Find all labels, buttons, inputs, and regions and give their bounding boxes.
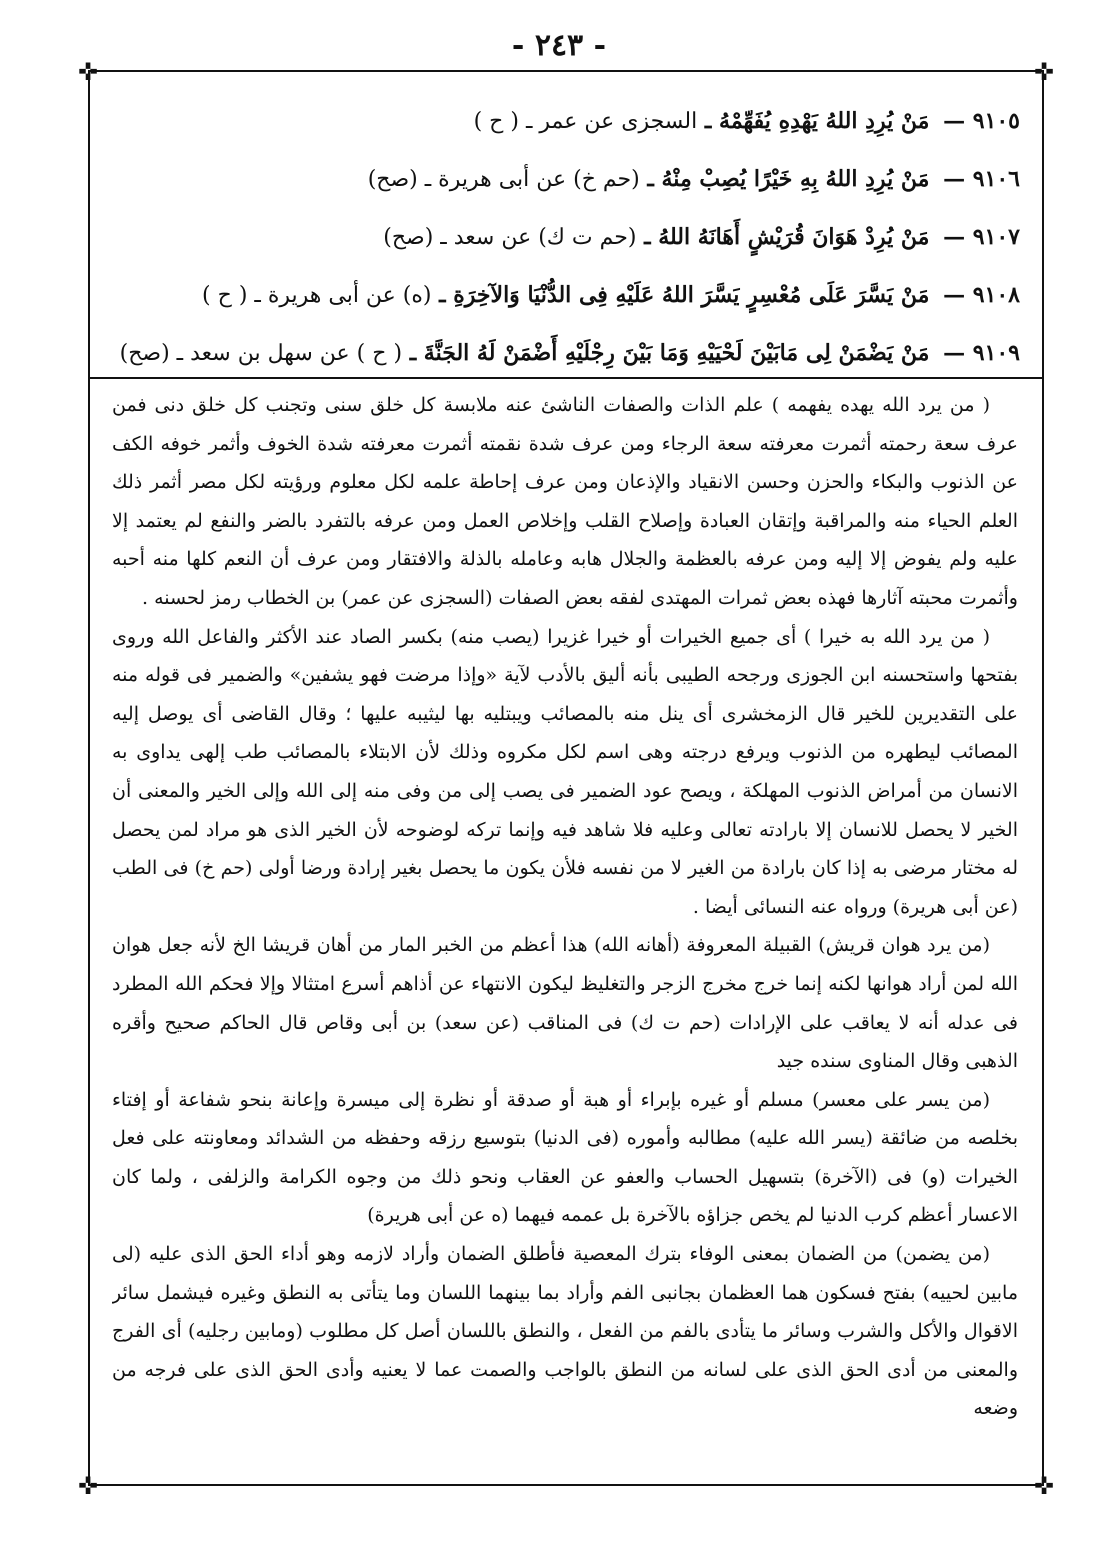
hadith-source: السجزى عن عمر ـ ( ح ) [473,109,698,134]
hadith-number: ٩١٠٧ — [943,224,1020,250]
hadith-text: مَنْ يَسَّرَ عَلَى مُعْسِرٍ يَسَّرَ اللهُ عَلَيْهِ فِى الدُّنْيَا وَالآخِرَةِ ـ [439,282,930,308]
hadith-entry [108,208,1020,266]
hadith-text: مَنْ يَضْمَنْ لِى مَابَيْنَ لَحْيَيْهِ وَمَا بَيْنَ رِجْلَيْهِ أَضْمَنْ لَهُ الجَنَّةَ ـ [409,340,930,366]
hadith-number: ٩١٠٩ — [943,340,1020,366]
hadith-entry [108,92,1020,150]
hadith-text: مَنْ يُرِدِ اللهُ يَهْدِهِ يُفَهِّمْهُ ـ [704,108,930,134]
commentary-paragraph: ( من يرد الله به خيرا ) أى جميع الخيرات أو خيرا غزيرا (يصب منه) بكسر الصاد عند الأكثر والفاعل الله وروى بفتحها واستحسنه ابن الجوزى ورجحه الطيبى بأنه أليق بالأدب لآية «وإذا مرضت فهو يشفين» والضمير فى قوله منه على التقديرين للخير قال الزمخشرى أى ينل منه بالمصائب ويبتليه بها ليثيبه عليها ؛ وقال القاضى أى يوصل إليه المصائب ليطهره من الذنوب ويرفع درجته وهى اسم لكل مكروه وذلك لأن الابتلاء بالمصائب طب إلهى يداوى به الانسان من أمراض الذنوب المهلكة ، ويصح عود الضمير فى يصب إلى من وفى منه إلى الله وإلى الخير والمعنى أن الخير لا يحصل للانسان إلا بارادته تعالى وعليه فلا شاهد فيه وإنما تركه لوضوحه لأن الخير الذى هو مراد لمن يحصل له مختار مرضى به إذا كان بارادة من الغير لا من نفسه فلأن يكون ما يحصل بغير إرادة ورضا أولى (حم خ) فى الطب (عن أبى هريرة) ورواه عنه النسائى أيضا . [112,625,1018,918]
hadith-list [108,92,1020,382]
corner-ornament-icon: ✜ [77,58,99,86]
hadith-text: مَنْ يُرِدِ اللهُ بِهِ خَيْرًا يُصِبْ مِنْهُ ـ [647,166,930,192]
hadith-entry [108,324,1020,382]
hadith-source: (حم خ) عن أبى هريرة ـ (صح) [367,167,640,192]
hadith-number: ٩١٠٥ — [943,108,1020,134]
corner-ornament-icon: ✜ [77,1472,99,1500]
hadith-entry [108,150,1020,208]
hadith-entry [108,266,1020,324]
hadith-number: ٩١٠٨ — [943,282,1020,308]
commentary-paragraph: (من يسر على معسر) مسلم أو غيره بإبراء أو هبة أو صدقة أو نظرة إلى ميسرة وإعانة بنحو شفاعة أو إفتاء بخلصه من ضائقة (يسر الله عليه) مطالبه وأموره (فى الدنيا) بتوسيع رزقه وحفظه من الشدائد ومعاونته على فعل الخيرات (و) فى (الآخرة) بتسهيل الحساب والعفو عن العقاب ونحو ذلك من وجوه الكرامة والزلفى ، ولما كان الاعسار أعظم كرب الدنيا لم يخص جزاؤه بالآخرة بل عممه فيهما (ه عن أبى هريرة) [112,1088,1018,1227]
commentary-paragraph: (من يرد هوان قريش) القبيلة المعروفة (أهانه الله) هذا أعظم من الخبر المار من أهان قريشا الخ لأنه جعل هوان الله لمن أراد هوانها لكنه إنما خرج مخرج الزجر والتغليظ ليكون الانتهاء عن أذاهم أسرع امتثالا وإلا فحكم الله المطرد فى عدله أنه لا يعاقب على الإرادات (حم ت ك) فى المناقب (عن سعد) بن أبى وقاص قال الحاكم صحيح وأقره الذهبى وقال المناوى سنده جيد [112,934,1018,1073]
hadith-number: ٩١٠٦ — [943,166,1020,192]
section-divider [88,377,1044,379]
hadith-text: مَنْ يُرِدْ هَوَانَ قُرَيْشٍ أَهَانَهُ اللهُ ـ [644,224,930,250]
commentary-paragraph: (من يضمن) من الضمان بمعنى الوفاء بترك المعصية فأطلق الضمان وأراد لازمه وهو أداء الحق الذى عليه (لى مابين لحييه) بفتح فسكون هما العظمان بجانبى الفم وأراد بما بينهما اللسان وما يتأتى به النطق وغيره فيشمل سائر الاقوال والأكل والشرب وسائر ما يتأدى بالفم من الفعل ، والنطق باللسان أصل كل مطلوب (ومابين رجليه) أى الفرج والمعنى من أدى الحق الذى على لسانه من النطق بالواجب والصمت عما لا يعنيه وأدى الحق الذى على فرجه من وضعه [112,1243,1018,1420]
hadith-source: (ه) عن أبى هريرة ـ ( ح ) [202,283,432,308]
hadith-source: ( ح ) عن سهل بن سعد ـ (صح) [119,341,403,366]
commentary-paragraph: ( من يرد الله يهده يفهمه ) علم الذات والصفات الناشئ عنه ملابسة كل خلق سنى وتجنب كل خلق دنى فمن عرف سعة رحمته أثمرت معرفته سعة الرجاء ومن عرف شدة نقمته أثمرت معرفته شدة الخوف وأثمر خوفه الكف عن الذنوب والبكاء والحزن وحسن الانقياد والإذعان ومن عرف إحاطة علمه لكل معلوم ورؤيته لكل مصر أثمر ذلك العلم الحياء منه والمراقبة وإتقان العبادة وإصلاح القلب وإخلاص العمل ومن عرفه بالتفرد بالضر والنفع لم يعتمد إلا عليه ولم يفوض إلا إليه ومن عرفه بالعظمة والجلال هابه وعامله بالذلة والافتقار ومن عرف أن النعم كلها منه أحبه وأثمرت محبته آثارها فهذه بعض ثمرات المهتدى لفقه بعض الصفات (السجزى عن عمر) بن الخطاب رمز لحسنه . [112,394,1018,609]
hadith-source: (حم ت ك) عن سعد ـ (صح) [383,225,637,250]
corner-ornament-icon: ✜ [1033,1472,1055,1500]
commentary-section [112,386,1018,1476]
page-number: - ٢٤٣ - [511,28,607,63]
corner-ornament-icon: ✜ [1033,58,1055,86]
